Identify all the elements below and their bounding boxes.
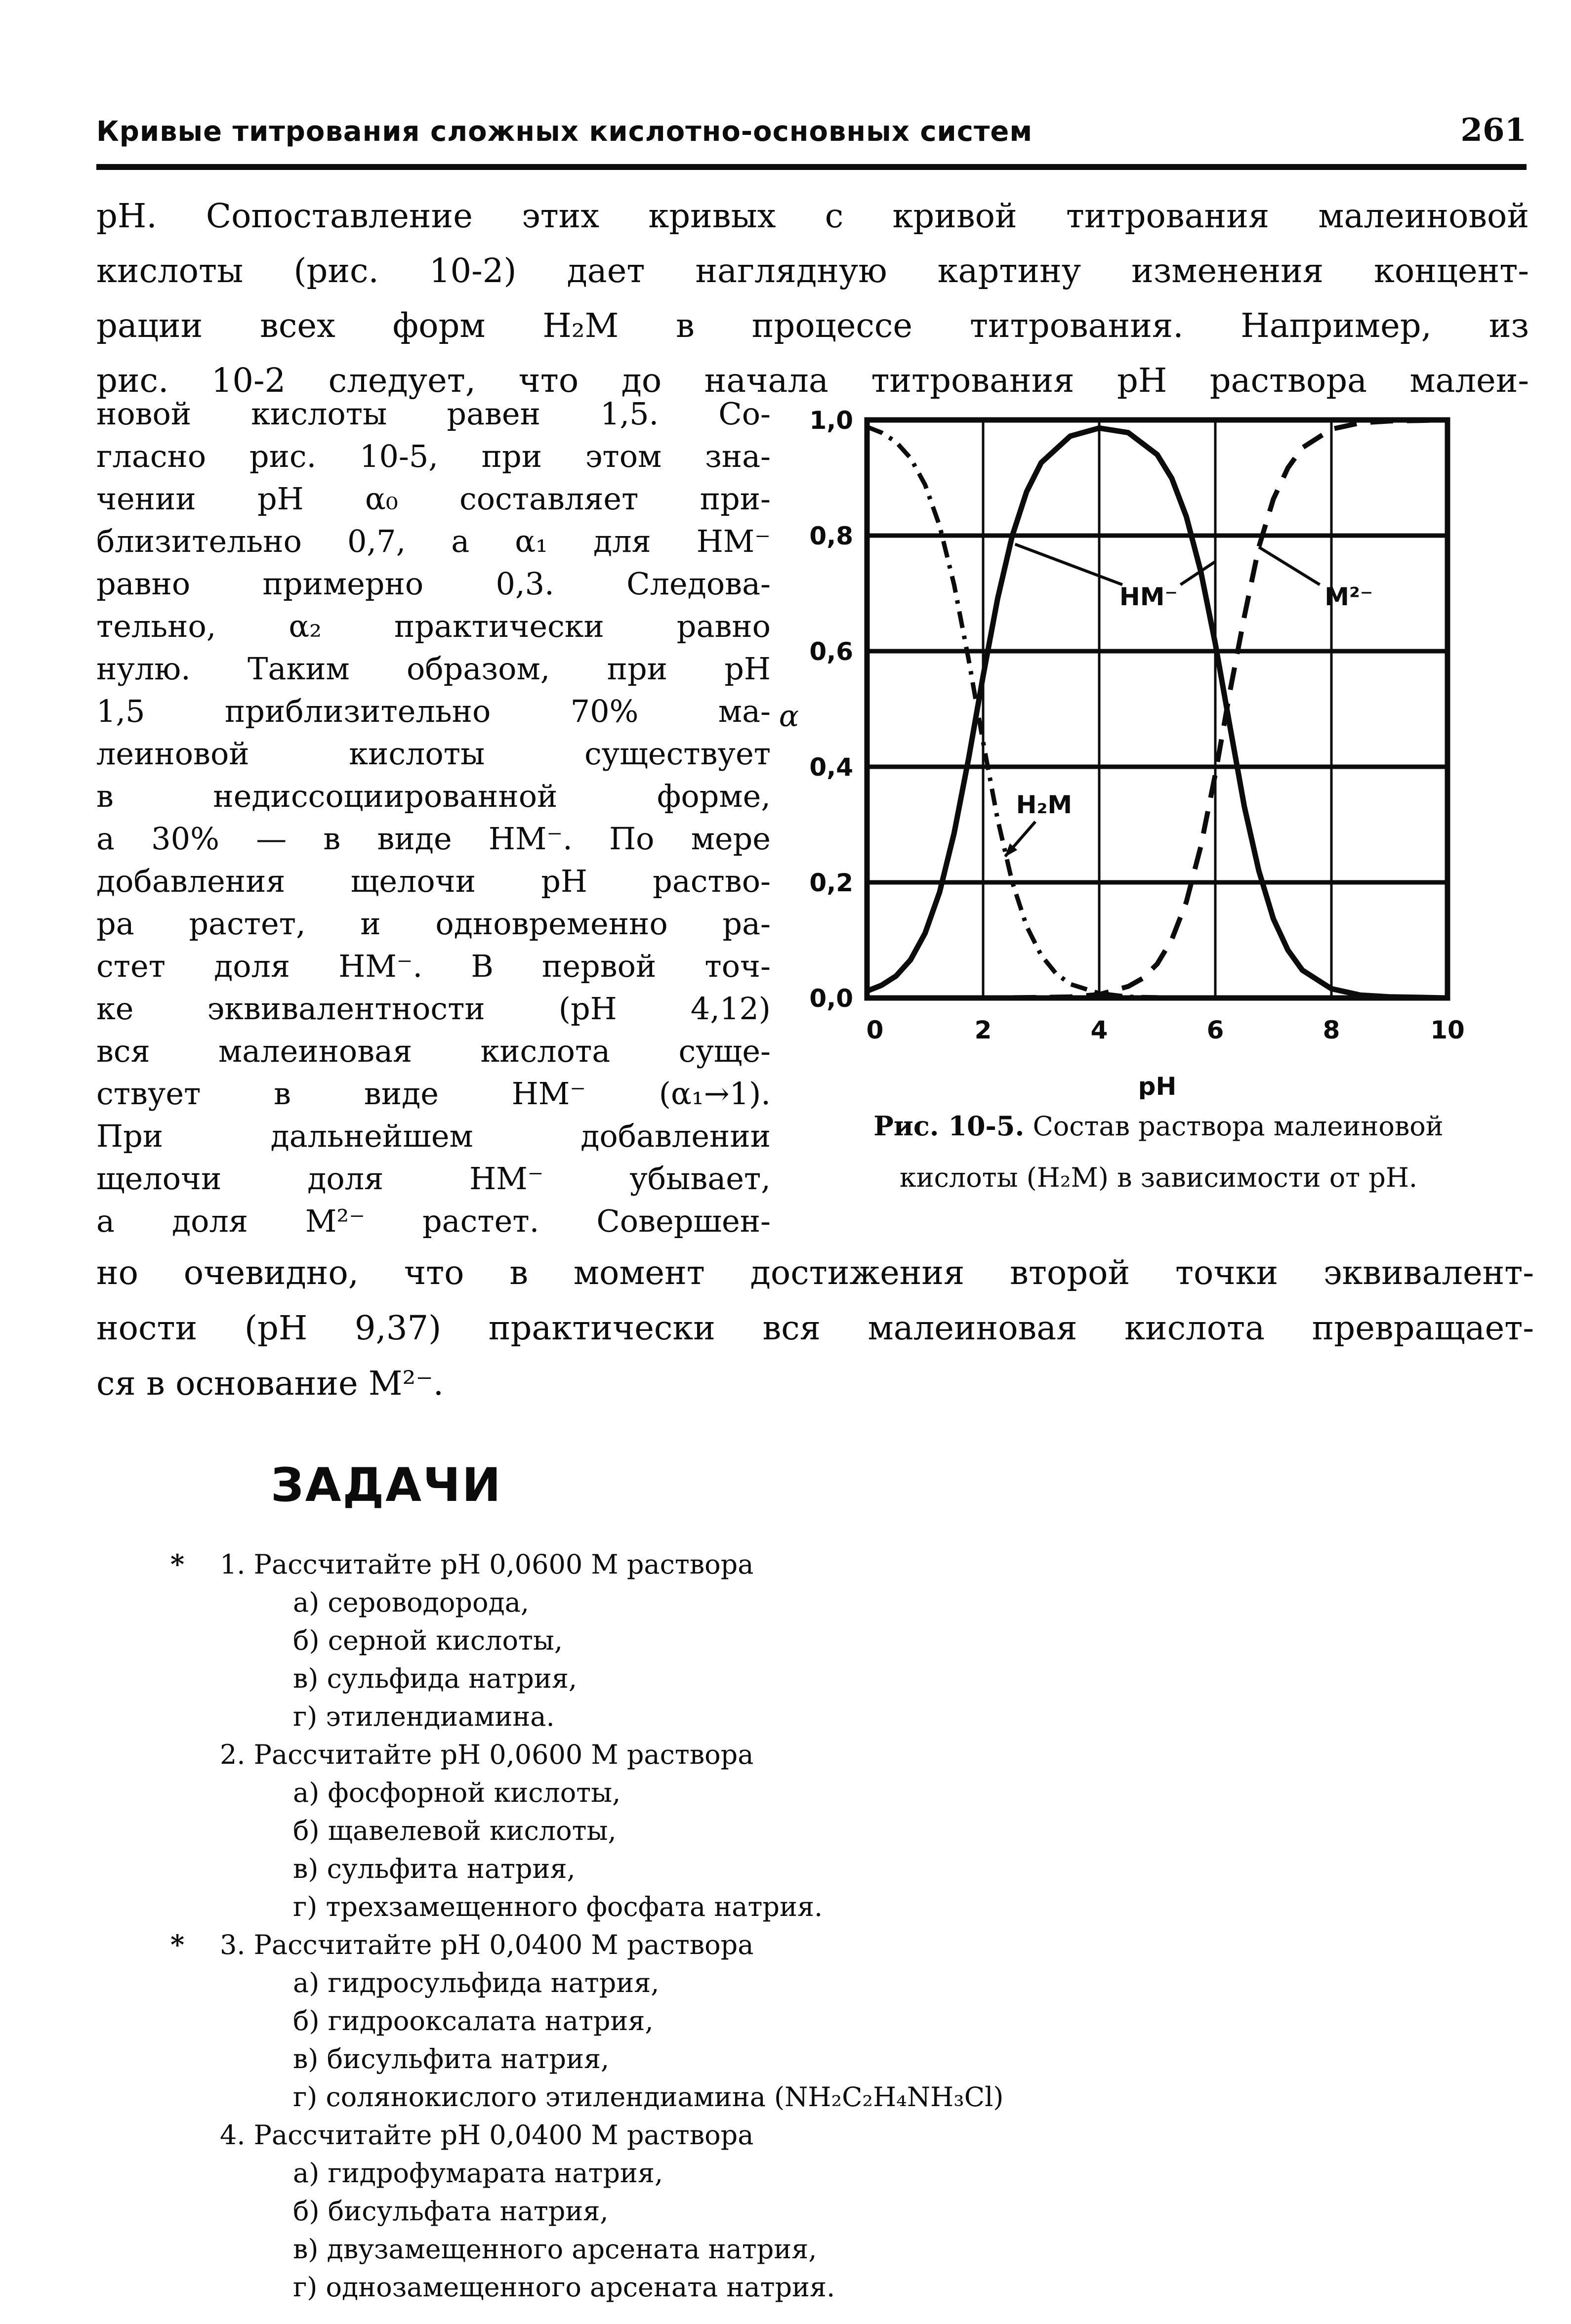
problem-text: 3. Рассчитайте рН 0,0400 М раствора (220, 1929, 754, 1960)
text-line: а 30% — в виде НМ⁻. По мере (96, 821, 771, 857)
y-axis-label: α (779, 699, 799, 734)
annotation-pointer (1005, 822, 1035, 856)
problem-text: г) этилендиамина. (293, 1701, 555, 1732)
text-line: щелочи доля НМ⁻ убывает, (96, 1161, 771, 1197)
x-tick-label: 0 (866, 1016, 884, 1044)
problem-text: б) гидрооксалата натрия, (293, 2005, 654, 2036)
problem-subitem (96, 1774, 1460, 1812)
footnote-asterisk: * (170, 1929, 185, 1960)
closing-paragraph (96, 1245, 1534, 1411)
problem-text: г) трехзамещенного фосфата натрия. (293, 1891, 823, 1922)
text-line: близительно 0,7, а α₁ для НМ⁻ (96, 523, 771, 559)
text-line: добавления щелочи рН раство- (96, 863, 771, 899)
series-НМ⁻ (867, 428, 1447, 998)
problem-subitem (96, 2192, 1460, 2230)
x-tick-label: 10 (1430, 1016, 1465, 1044)
problem-item (96, 2116, 1460, 2154)
problem-text: а) гидросульфида натрия, (293, 1967, 660, 1998)
problem-subitem (96, 1583, 1460, 1621)
text-line: ствует в виде НМ⁻ (α₁→1). (96, 1076, 771, 1112)
problem-subitem (96, 2040, 1460, 2078)
problem-subitem (96, 1812, 1460, 1850)
x-tick-label: 4 (1090, 1016, 1108, 1044)
problem-text: г) солянокислого этилендиамина (NH₂C₂H₄NH₃Cl) (293, 2081, 1004, 2113)
x-tick-label: 8 (1323, 1016, 1340, 1044)
text-line: ся в основание М²⁻. (96, 1364, 444, 1403)
series-М²⁻ (867, 420, 1447, 998)
text-line: ке эквивалентности (рН 4,12) (96, 991, 771, 1027)
x-axis-label: рН (1138, 1072, 1177, 1099)
footnote-asterisk: * (170, 1548, 185, 1580)
problem-text: а) гидрофумарата натрия, (293, 2158, 663, 2189)
problem-text: г) однозамещенного арсената натрия. (293, 2272, 835, 2303)
problem-text: в) сульфита натрия, (293, 1853, 576, 1884)
x-tick-label: 6 (1206, 1016, 1224, 1044)
problem-subitem (96, 2230, 1460, 2268)
text-line: ности (рН 9,37) практически вся малеиновая кислота превращает- (96, 1309, 1534, 1347)
problem-subitem (96, 1660, 1460, 1698)
problem-text: 2. Рассчитайте рН 0,0600 М раствора (220, 1739, 754, 1770)
text-line: стет доля НМ⁻. В первой точ- (96, 948, 771, 984)
left-column (96, 393, 771, 1243)
text-line: а доля М²⁻ растет. Совершен- (96, 1203, 771, 1239)
y-tick-label: 0,6 (809, 637, 853, 666)
text-line: кислоты (рис. 10-2) дает наглядную картину изменения концент- (96, 251, 1529, 290)
problem-subitem (96, 1888, 1460, 1926)
problem-subitem (96, 2002, 1460, 2040)
running-header (96, 112, 1527, 149)
text-line: новой кислоты равен 1,5. Со- (96, 396, 771, 432)
problem-subitem (96, 1698, 1460, 1736)
problem-subitem (96, 1964, 1460, 2002)
y-tick-label: 0,2 (809, 869, 853, 897)
problem-subitem (96, 2154, 1460, 2192)
problem-item (96, 1545, 1460, 1583)
intro-paragraph (96, 189, 1529, 408)
problem-text: 4. Рассчитайте рН 0,0400 М раствора (220, 2119, 754, 2151)
curve-label: Н₂М (1016, 790, 1073, 820)
problem-item (96, 1926, 1460, 1964)
problem-subitem (96, 1850, 1460, 1888)
problem-text: б) бисульфата натрия, (293, 2196, 609, 2227)
text-line: в недиссоциированной форме, (96, 778, 771, 814)
problems-heading: ЗАДАЧИ (271, 1458, 502, 1512)
problem-subitem (96, 1621, 1460, 1660)
figure-chart (768, 393, 1549, 1099)
x-tick-label: 2 (974, 1016, 992, 1044)
problem-item (96, 1736, 1460, 1774)
figure (768, 393, 1549, 1233)
problem-text: а) фосфорной кислоты, (293, 1777, 621, 1808)
text-line: ра растет, и одновременно ра- (96, 906, 771, 942)
problem-text: в) сульфида натрия, (293, 1663, 578, 1694)
annotation-pointer (1015, 544, 1122, 585)
text-line: вся малеиновая кислота суще- (96, 1033, 771, 1069)
problems-list (96, 1545, 1460, 2306)
figure-caption-text: Состав раствора малеиновой (1024, 1111, 1444, 1142)
text-line: рис. 10-2 следует, что до начала титрования рН раствора малеи- (96, 361, 1529, 400)
problem-text: 1. Рассчитайте рН 0,0600 М раствора (220, 1549, 754, 1580)
problem-text: б) серной кислоты, (293, 1625, 563, 1656)
text-line: равно примерно 0,3. Следова- (96, 566, 771, 602)
figure-caption-line1 (768, 1110, 1549, 1142)
curve-label: М²⁻ (1324, 582, 1373, 611)
y-tick-label: 0,8 (809, 522, 853, 550)
plot-border (867, 420, 1447, 998)
page-number: 261 (1460, 112, 1527, 149)
header-rule (96, 164, 1527, 170)
y-tick-label: 0,4 (809, 753, 853, 782)
text-line: При дальнейшем добавлении (96, 1118, 771, 1154)
text-line: 1,5 приблизительно 70% ма- (96, 693, 771, 729)
curve-label: НМ⁻ (1119, 582, 1178, 611)
problem-subitem (96, 2268, 1460, 2306)
figure-number: Рис. 10-5. (873, 1110, 1025, 1142)
text-line: тельно, α₂ практически равно (96, 608, 771, 644)
text-line: рации всех форм Н₂М в процессе титрования. Например, из (96, 306, 1529, 345)
text-line: чении рН α₀ составляет при- (96, 481, 771, 517)
series-Н₂М (867, 427, 1447, 998)
text-line: рН. Сопоставление этих кривых с кривой титрования малеиновой (96, 197, 1529, 235)
annotation-pointer (1259, 547, 1320, 584)
y-tick-label: 0,0 (809, 984, 853, 1013)
problem-text: в) двузамещенного арсената натрия, (293, 2234, 817, 2265)
y-tick-label: 1,0 (809, 406, 853, 435)
text-line: нулю. Таким образом, при рН (96, 651, 771, 687)
text-line: гласно рис. 10-5, при этом зна- (96, 438, 771, 474)
running-header-title: Кривые титрования сложных кислотно-основных систем (96, 116, 1033, 148)
problem-text: б) щавелевой кислоты, (293, 1815, 617, 1846)
text-line: леиновой кислоты существует (96, 736, 771, 772)
text-line: но очевидно, что в момент достижения второй точки эквивалент- (96, 1253, 1534, 1292)
problem-text: в) бисульфита натрия, (293, 2043, 610, 2075)
figure-caption-line2: кислоты (Н₂М) в зависимости от рН. (899, 1162, 1418, 1193)
problem-text: а) сероводорода, (293, 1587, 530, 1618)
problem-subitem (96, 2078, 1460, 2116)
